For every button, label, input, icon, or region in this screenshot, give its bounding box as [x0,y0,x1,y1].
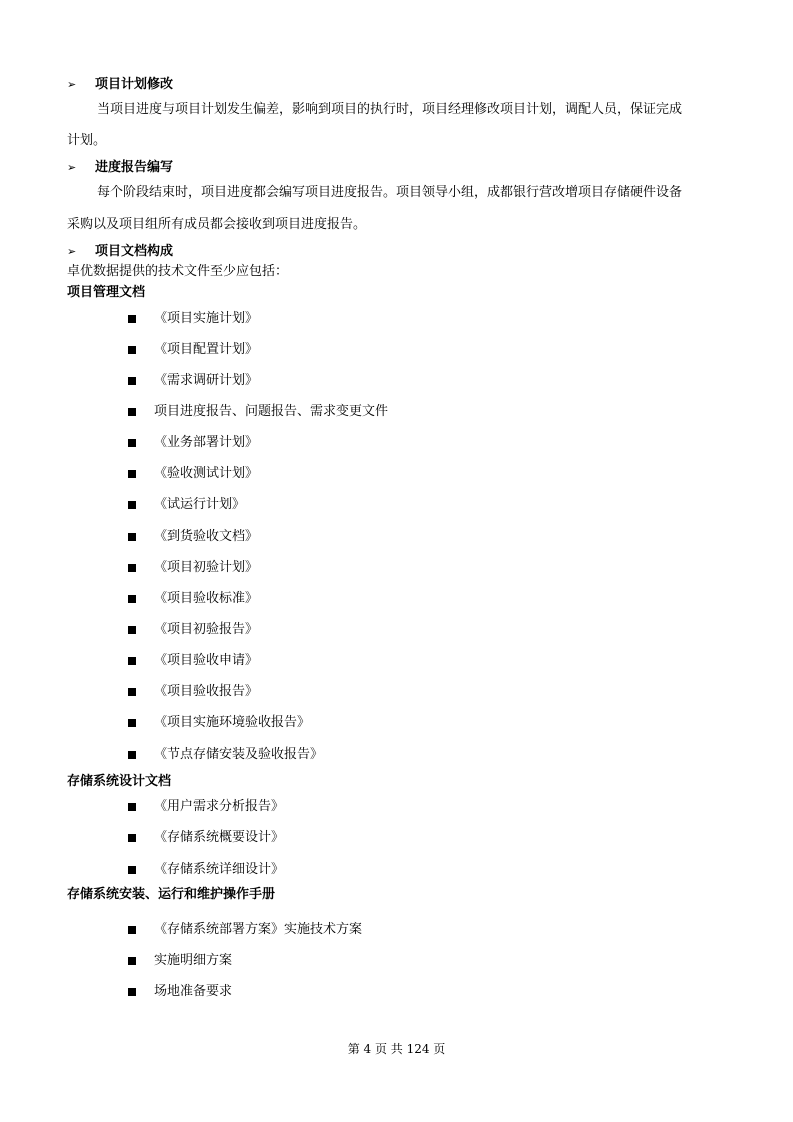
bullet-arrow-icon: ➢ [67,78,77,91]
list-item: 《节点存储安装及验收报告》 [154,747,324,762]
list-item: 《项目实施计划》 [154,311,259,326]
square-bullet-icon [128,866,136,874]
square-bullet-icon [128,626,136,634]
square-bullet-icon [128,803,136,811]
list-item: 《项目验收报告》 [154,684,259,699]
square-bullet-icon [128,377,136,385]
intro-text: 卓优数据提供的技术文件至少应包括： [67,264,289,279]
square-bullet-icon [128,657,136,665]
list-item: 《存储系统详细设计》 [154,862,285,877]
square-bullet-icon [128,315,136,323]
square-bullet-icon [128,408,136,416]
square-bullet-icon [128,533,136,541]
square-bullet-icon [128,346,136,354]
paragraph-line: 采购以及项目组所有成员都会接收到项目进度报告。 [67,217,367,232]
square-bullet-icon [128,564,136,572]
paragraph-line: 计划。 [67,133,107,148]
list-item: 《项目配置计划》 [154,342,259,357]
square-bullet-icon [128,595,136,603]
group-heading: 存储系统安装、运行和维护操作手册 [67,887,276,902]
bullet-arrow-icon: ➢ [67,161,77,174]
list-item: 《试运行计划》 [154,497,246,512]
page-number: 第 4 页 共 124 页 [347,1042,446,1056]
list-item: 《存储系统概要设计》 [154,830,285,845]
square-bullet-icon [128,751,136,759]
list-item: 《存储系统部署方案》实施技术方案 [154,922,363,937]
list-item: 实施明细方案 [154,953,233,968]
bullet-arrow-icon: ➢ [67,245,77,258]
list-item: 《项目验收申请》 [154,653,259,668]
list-item: 《用户需求分析报告》 [154,799,285,814]
list-item: 《业务部署计划》 [154,435,259,450]
section-heading: 进度报告编写 [95,160,174,175]
list-item: 《项目初验报告》 [154,622,259,637]
square-bullet-icon [128,688,136,696]
list-item: 《到货验收文档》 [154,529,259,544]
list-item: 《需求调研计划》 [154,373,259,388]
square-bullet-icon [128,834,136,842]
section-heading: 项目文档构成 [95,244,174,259]
square-bullet-icon [128,719,136,727]
square-bullet-icon [128,470,136,478]
paragraph-line: 当项目进度与项目计划发生偏差，影响到项目的执行时，项目经理修改项目计划，调配人员，保证完成 [97,102,683,117]
square-bullet-icon [128,439,136,447]
list-item: 项目进度报告、问题报告、需求变更文件 [154,404,389,419]
square-bullet-icon [128,988,136,996]
section-heading: 项目计划修改 [95,77,174,92]
paragraph-line: 每个阶段结束时，项目进度都会编写项目进度报告。项目领导小组，成都银行营改增项目存储硬件设备 [97,185,683,200]
list-item: 《项目初验计划》 [154,560,259,575]
square-bullet-icon [128,501,136,509]
list-item: 场地准备要求 [154,984,233,999]
group-heading: 存储系统设计文档 [67,774,172,789]
square-bullet-icon [128,926,136,934]
list-item: 《项目实施环境验收报告》 [154,715,311,730]
square-bullet-icon [128,957,136,965]
group-heading: 项目管理文档 [67,285,146,300]
list-item: 《项目验收标准》 [154,591,259,606]
list-item: 《验收测试计划》 [154,466,259,481]
